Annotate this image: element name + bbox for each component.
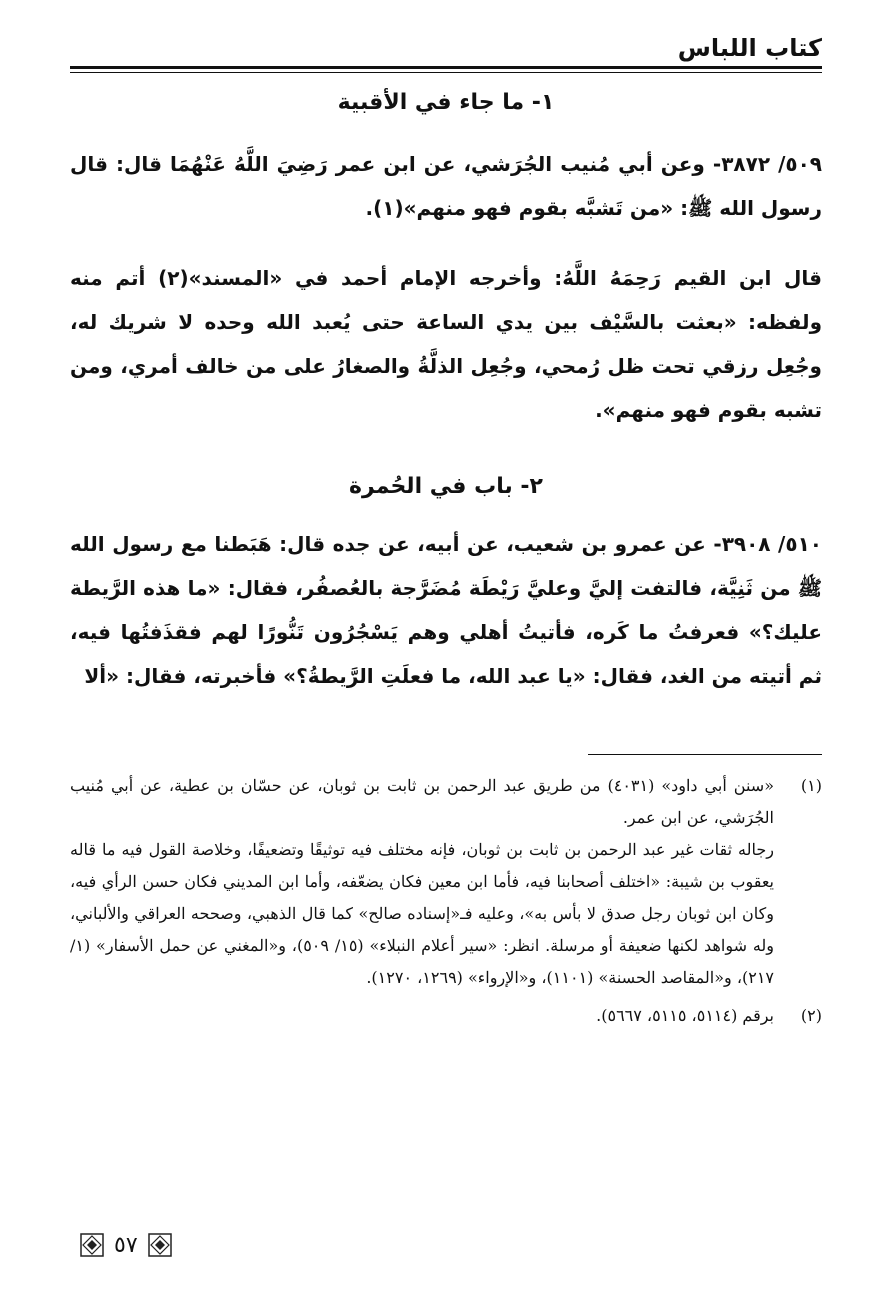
footnote-body (70, 770, 774, 994)
running-head: كتاب اللباس (677, 34, 822, 62)
ibn-qayyim-text: : وأخرجه الإمام أحمد في «المسند»(٢) أتم منه ولفظه: «بعثت بالسَّيْف بين يدي الساعة حتى يُعبد الله وحده لا شريك له، وجُعِل رزقي تحت ظل رُمحي، وجُعِل الذلَّةُ والصغارُ على من خالف أمري، ومن تشبه بقوم فهو منهم». (70, 266, 822, 422)
hadith-509: ٥٠٩/ ٣٨٧٢- وعن أبي مُنيب الجُرَشي، عن ابن عمر رَضِيَ اللَّهُ عَنْهُمَا قال: قال رسول الله ﷺ: «من تَشبَّه بقوم فهو منهم»(١). (70, 152, 822, 220)
footnote-line: برقم (٥١١٤، ٥١١٥، ٥٦٦٧). (596, 1006, 774, 1025)
section-heading-1: ١- ما جاء في الأقبية (337, 90, 555, 115)
footnote-number: (١) (800, 776, 822, 795)
footnote-line: رجاله ثقات غير عبد الرحمن بن ثابت بن ثوبان، فإنه مختلف فيه توثيقًا وتضعيفًا، وخلاصة القول فيه ما قاله يعقوب بن شيبة: «اختلف أصحابنا فيه، فأما ابن معين فكان يضعّفه، وأما ابن المديني فكان حسن الرأي فيه، وكان ابن ثوبان رجل صدق لا بأس به»، وعليه فـ«إسناده صالح» كما قال الذهبي، وصححه العراقي والألباني، وله شواهد لكنها ضعيفة أو مرسلة. انظر: «سير أعلام النبلاء» (١٥/ ٥٠٩)، و«المغني عن حمل الأسفار» (١/ ٢١٧)، و«المقاصد الحسنة» (١١٠١)، و«الإرواء» (١٢٦٩، ١٢٧٠). (70, 840, 774, 987)
header-rule-thick (70, 66, 822, 69)
ornament-square-icon (148, 1233, 172, 1257)
page-number-block (80, 1230, 172, 1260)
page-number: ٥٧ (114, 1232, 138, 1258)
footnote-2 (70, 1000, 822, 1032)
hadith-510: ٥١٠/ ٣٩٠٨- عن عمرو بن شعيب، عن أبيه، عن جده قال: هَبَطنا مع رسول الله ﷺ من ثَنِيَّة، فالتفت إليَّ وعليَّ رَيْطَة مُضَرَّجة بالعُصفُر، فقال: «ما هذه الرَّيطة عليك؟» فعرفتُ ما كَره، فأتيتُ أهلي وهم يَسْجُرُون تَنُّورًا لهم فقذَفتُها فيه، ثم أتيته من الغد، فقال: «يا عبد الله، ما فعلَتِ الرَّيطةُ؟» فأخبرته، فقال: «ألا (70, 532, 822, 688)
footnote-body (70, 1000, 774, 1032)
ornament-square-icon (80, 1233, 104, 1257)
footnote-separator (588, 754, 822, 755)
ibn-qayyim-name: قال ابن القيم رَحِمَهُ اللَّهُ (562, 266, 823, 290)
ibn-qayyim-comment (70, 256, 822, 432)
section-heading-2: ٢- باب في الحُمرة (349, 474, 543, 499)
footnotes (70, 770, 822, 1032)
header-rule-thin (70, 72, 822, 73)
footnote-number: (٢) (800, 1006, 822, 1025)
footnote-1 (70, 770, 822, 994)
footnote-line: «سنن أبي داود» (٤٠٣١) من طريق عبد الرحمن بن ثابت بن ثوبان، عن حسّان بن عطية، عن أبي مُنيب الجُرَشي، عن ابن عمر. (70, 776, 775, 827)
